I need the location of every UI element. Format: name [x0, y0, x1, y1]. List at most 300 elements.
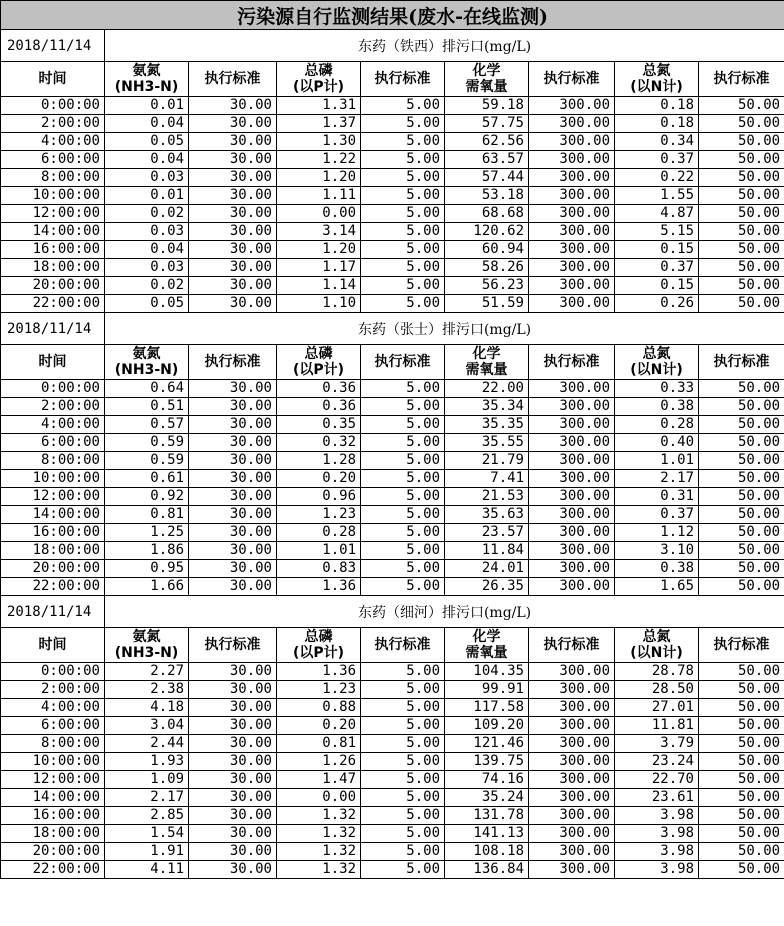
time-cell: 16:00:00	[1, 241, 105, 259]
time-cell: 10:00:00	[1, 753, 105, 771]
value-cell: 0.83	[277, 560, 361, 578]
value-cell: 300.00	[529, 151, 615, 169]
value-cell: 136.84	[445, 861, 529, 879]
table-row	[1, 398, 784, 416]
column-header-row	[1, 345, 784, 380]
value-cell: 0.33	[615, 380, 699, 398]
table-row	[1, 169, 784, 187]
time-cell: 22:00:00	[1, 295, 105, 313]
value-cell: 27.01	[615, 699, 699, 717]
value-cell: 68.68	[445, 205, 529, 223]
table-row	[1, 205, 784, 223]
value-cell: 5.00	[361, 133, 445, 151]
value-cell: 30.00	[189, 398, 277, 416]
value-cell: 0.20	[277, 717, 361, 735]
value-cell: 0.40	[615, 434, 699, 452]
value-cell: 35.55	[445, 434, 529, 452]
value-cell: 5.00	[361, 753, 445, 771]
value-cell: 0.00	[277, 205, 361, 223]
table-row	[1, 416, 784, 434]
value-cell: 28.78	[615, 663, 699, 681]
value-cell: 141.13	[445, 825, 529, 843]
value-cell: 5.00	[361, 277, 445, 295]
time-cell: 2:00:00	[1, 681, 105, 699]
value-cell: 30.00	[189, 187, 277, 205]
value-cell: 35.63	[445, 506, 529, 524]
value-cell: 50.00	[699, 223, 784, 241]
value-cell: 50.00	[699, 735, 784, 753]
value-cell: 1.23	[277, 681, 361, 699]
value-cell: 1.32	[277, 843, 361, 861]
time-cell: 14:00:00	[1, 506, 105, 524]
value-cell: 5.00	[361, 295, 445, 313]
value-cell: 3.04	[105, 717, 189, 735]
value-cell: 1.01	[277, 542, 361, 560]
time-cell: 18:00:00	[1, 825, 105, 843]
value-cell: 30.00	[189, 169, 277, 187]
value-cell: 1.17	[277, 259, 361, 277]
value-cell: 30.00	[189, 452, 277, 470]
value-cell: 1.66	[105, 578, 189, 596]
value-cell: 0.37	[615, 151, 699, 169]
column-header: 执行标准	[361, 345, 445, 380]
value-cell: 30.00	[189, 825, 277, 843]
value-cell: 300.00	[529, 699, 615, 717]
column-header: 执行标准	[189, 628, 277, 663]
value-cell: 5.00	[361, 205, 445, 223]
value-cell: 300.00	[529, 560, 615, 578]
value-cell: 30.00	[189, 133, 277, 151]
value-cell: 0.61	[105, 470, 189, 488]
value-cell: 5.00	[361, 434, 445, 452]
value-cell: 5.00	[361, 560, 445, 578]
value-cell: 300.00	[529, 133, 615, 151]
value-cell: 0.02	[105, 277, 189, 295]
value-cell: 5.00	[361, 825, 445, 843]
value-cell: 1.09	[105, 771, 189, 789]
value-cell: 50.00	[699, 663, 784, 681]
column-header: 执行标准	[699, 345, 784, 380]
value-cell: 5.00	[361, 843, 445, 861]
value-cell: 0.22	[615, 169, 699, 187]
time-cell: 20:00:00	[1, 560, 105, 578]
value-cell: 1.86	[105, 542, 189, 560]
value-cell: 7.41	[445, 470, 529, 488]
column-header: 总氮 (以N计)	[615, 62, 699, 97]
value-cell: 108.18	[445, 843, 529, 861]
value-cell: 131.78	[445, 807, 529, 825]
column-header: 总磷 (以P计)	[277, 628, 361, 663]
value-cell: 0.37	[615, 259, 699, 277]
value-cell: 62.56	[445, 133, 529, 151]
value-cell: 21.53	[445, 488, 529, 506]
value-cell: 1.20	[277, 169, 361, 187]
value-cell: 121.46	[445, 735, 529, 753]
value-cell: 1.28	[277, 452, 361, 470]
column-header: 化学 需氧量	[445, 628, 529, 663]
value-cell: 1.54	[105, 825, 189, 843]
time-cell: 12:00:00	[1, 771, 105, 789]
column-header: 执行标准	[189, 62, 277, 97]
value-cell: 0.15	[615, 241, 699, 259]
value-cell: 0.36	[277, 380, 361, 398]
table-row	[1, 560, 784, 578]
time-cell: 0:00:00	[1, 663, 105, 681]
value-cell: 0.57	[105, 416, 189, 434]
value-cell: 300.00	[529, 753, 615, 771]
value-cell: 300.00	[529, 861, 615, 879]
value-cell: 30.00	[189, 277, 277, 295]
value-cell: 300.00	[529, 506, 615, 524]
value-cell: 50.00	[699, 488, 784, 506]
value-cell: 50.00	[699, 452, 784, 470]
value-cell: 104.35	[445, 663, 529, 681]
column-header: 总氮 (以N计)	[615, 628, 699, 663]
value-cell: 0.31	[615, 488, 699, 506]
value-cell: 0.18	[615, 97, 699, 115]
value-cell: 5.00	[361, 97, 445, 115]
time-cell: 2:00:00	[1, 115, 105, 133]
value-cell: 0.36	[277, 398, 361, 416]
time-cell: 10:00:00	[1, 470, 105, 488]
value-cell: 57.75	[445, 115, 529, 133]
value-cell: 0.95	[105, 560, 189, 578]
column-header: 执行标准	[699, 62, 784, 97]
value-cell: 0.00	[277, 789, 361, 807]
value-cell: 0.28	[277, 524, 361, 542]
table-row	[1, 717, 784, 735]
table-row	[1, 187, 784, 205]
time-cell: 16:00:00	[1, 524, 105, 542]
value-cell: 5.15	[615, 223, 699, 241]
value-cell: 300.00	[529, 807, 615, 825]
value-cell: 57.44	[445, 169, 529, 187]
column-header-row	[1, 628, 784, 663]
time-cell: 6:00:00	[1, 717, 105, 735]
table-row	[1, 277, 784, 295]
table-row	[1, 452, 784, 470]
value-cell: 59.18	[445, 97, 529, 115]
value-cell: 30.00	[189, 735, 277, 753]
value-cell: 300.00	[529, 115, 615, 133]
value-cell: 35.35	[445, 416, 529, 434]
value-cell: 300.00	[529, 717, 615, 735]
time-cell: 8:00:00	[1, 735, 105, 753]
value-cell: 50.00	[699, 789, 784, 807]
value-cell: 5.00	[361, 663, 445, 681]
value-cell: 50.00	[699, 524, 784, 542]
outlet-name: 东药（张士）排污口(mg/L)	[105, 313, 784, 345]
table-row	[1, 524, 784, 542]
value-cell: 0.04	[105, 151, 189, 169]
value-cell: 50.00	[699, 434, 784, 452]
value-cell: 50.00	[699, 843, 784, 861]
value-cell: 300.00	[529, 663, 615, 681]
column-header: 总氮 (以N计)	[615, 345, 699, 380]
value-cell: 300.00	[529, 259, 615, 277]
table-row	[1, 115, 784, 133]
value-cell: 300.00	[529, 789, 615, 807]
value-cell: 300.00	[529, 735, 615, 753]
value-cell: 30.00	[189, 542, 277, 560]
value-cell: 300.00	[529, 380, 615, 398]
table-row	[1, 488, 784, 506]
value-cell: 0.01	[105, 97, 189, 115]
value-cell: 5.00	[361, 861, 445, 879]
value-cell: 58.26	[445, 259, 529, 277]
value-cell: 30.00	[189, 151, 277, 169]
value-cell: 300.00	[529, 578, 615, 596]
value-cell: 50.00	[699, 771, 784, 789]
value-cell: 30.00	[189, 380, 277, 398]
value-cell: 1.31	[277, 97, 361, 115]
value-cell: 300.00	[529, 434, 615, 452]
value-cell: 1.65	[615, 578, 699, 596]
value-cell: 30.00	[189, 681, 277, 699]
value-cell: 5.00	[361, 151, 445, 169]
value-cell: 24.01	[445, 560, 529, 578]
column-header: 氨氮 (NH3-N)	[105, 628, 189, 663]
value-cell: 5.00	[361, 542, 445, 560]
value-cell: 300.00	[529, 223, 615, 241]
value-cell: 35.24	[445, 789, 529, 807]
value-cell: 30.00	[189, 843, 277, 861]
column-header: 执行标准	[361, 628, 445, 663]
value-cell: 50.00	[699, 241, 784, 259]
value-cell: 30.00	[189, 259, 277, 277]
value-cell: 50.00	[699, 470, 784, 488]
value-cell: 50.00	[699, 133, 784, 151]
column-header: 化学 需氧量	[445, 62, 529, 97]
value-cell: 3.98	[615, 807, 699, 825]
value-cell: 4.11	[105, 861, 189, 879]
value-cell: 50.00	[699, 560, 784, 578]
value-cell: 120.62	[445, 223, 529, 241]
value-cell: 1.36	[277, 578, 361, 596]
value-cell: 1.30	[277, 133, 361, 151]
value-cell: 0.15	[615, 277, 699, 295]
value-cell: 1.25	[105, 524, 189, 542]
time-cell: 4:00:00	[1, 416, 105, 434]
value-cell: 30.00	[189, 506, 277, 524]
value-cell: 2.38	[105, 681, 189, 699]
value-cell: 30.00	[189, 771, 277, 789]
column-header: 总磷 (以P计)	[277, 345, 361, 380]
value-cell: 5.00	[361, 699, 445, 717]
value-cell: 50.00	[699, 578, 784, 596]
value-cell: 3.14	[277, 223, 361, 241]
value-cell: 0.26	[615, 295, 699, 313]
time-cell: 12:00:00	[1, 488, 105, 506]
value-cell: 5.00	[361, 470, 445, 488]
table-row	[1, 735, 784, 753]
column-header: 执行标准	[189, 345, 277, 380]
value-cell: 2.85	[105, 807, 189, 825]
value-cell: 50.00	[699, 295, 784, 313]
time-cell: 20:00:00	[1, 277, 105, 295]
value-cell: 50.00	[699, 861, 784, 879]
value-cell: 1.37	[277, 115, 361, 133]
value-cell: 50.00	[699, 169, 784, 187]
value-cell: 1.47	[277, 771, 361, 789]
table-row	[1, 470, 784, 488]
value-cell: 11.81	[615, 717, 699, 735]
table-row	[1, 151, 784, 169]
value-cell: 0.88	[277, 699, 361, 717]
value-cell: 0.35	[277, 416, 361, 434]
time-cell: 22:00:00	[1, 578, 105, 596]
column-header: 时间	[1, 345, 105, 380]
value-cell: 5.00	[361, 416, 445, 434]
time-cell: 4:00:00	[1, 133, 105, 151]
value-cell: 50.00	[699, 753, 784, 771]
value-cell: 300.00	[529, 416, 615, 434]
value-cell: 300.00	[529, 169, 615, 187]
value-cell: 30.00	[189, 97, 277, 115]
value-cell: 50.00	[699, 825, 784, 843]
time-cell: 2:00:00	[1, 398, 105, 416]
value-cell: 5.00	[361, 681, 445, 699]
section-date: 2018/11/14	[1, 30, 105, 62]
value-cell: 0.32	[277, 434, 361, 452]
value-cell: 300.00	[529, 470, 615, 488]
value-cell: 1.55	[615, 187, 699, 205]
value-cell: 5.00	[361, 735, 445, 753]
value-cell: 0.51	[105, 398, 189, 416]
value-cell: 1.26	[277, 753, 361, 771]
table-row	[1, 843, 784, 861]
sheet-title: 污染源自行监测结果(废水-在线监测)	[1, 1, 784, 30]
value-cell: 30.00	[189, 663, 277, 681]
value-cell: 1.10	[277, 295, 361, 313]
column-header: 氨氮 (NH3-N)	[105, 62, 189, 97]
table-row	[1, 434, 784, 452]
value-cell: 109.20	[445, 717, 529, 735]
value-cell: 51.59	[445, 295, 529, 313]
value-cell: 3.10	[615, 542, 699, 560]
value-cell: 5.00	[361, 187, 445, 205]
time-cell: 22:00:00	[1, 861, 105, 879]
table-row	[1, 825, 784, 843]
table-row	[1, 789, 784, 807]
value-cell: 0.64	[105, 380, 189, 398]
value-cell: 1.12	[615, 524, 699, 542]
value-cell: 5.00	[361, 807, 445, 825]
value-cell: 30.00	[189, 524, 277, 542]
value-cell: 50.00	[699, 151, 784, 169]
value-cell: 2.17	[105, 789, 189, 807]
value-cell: 50.00	[699, 681, 784, 699]
value-cell: 50.00	[699, 205, 784, 223]
column-header: 执行标准	[699, 628, 784, 663]
value-cell: 0.03	[105, 223, 189, 241]
time-cell: 18:00:00	[1, 542, 105, 560]
time-cell: 16:00:00	[1, 807, 105, 825]
column-header: 时间	[1, 62, 105, 97]
value-cell: 3.98	[615, 843, 699, 861]
value-cell: 5.00	[361, 115, 445, 133]
value-cell: 50.00	[699, 380, 784, 398]
value-cell: 300.00	[529, 524, 615, 542]
value-cell: 300.00	[529, 97, 615, 115]
time-cell: 8:00:00	[1, 169, 105, 187]
value-cell: 300.00	[529, 843, 615, 861]
value-cell: 1.32	[277, 807, 361, 825]
value-cell: 1.11	[277, 187, 361, 205]
time-cell: 6:00:00	[1, 151, 105, 169]
value-cell: 117.58	[445, 699, 529, 717]
value-cell: 1.20	[277, 241, 361, 259]
value-cell: 1.32	[277, 861, 361, 879]
value-cell: 2.27	[105, 663, 189, 681]
time-cell: 10:00:00	[1, 187, 105, 205]
table-row	[1, 861, 784, 879]
value-cell: 300.00	[529, 681, 615, 699]
table-row	[1, 578, 784, 596]
table-row	[1, 295, 784, 313]
time-cell: 18:00:00	[1, 259, 105, 277]
value-cell: 50.00	[699, 97, 784, 115]
value-cell: 5.00	[361, 578, 445, 596]
value-cell: 30.00	[189, 295, 277, 313]
column-header-row	[1, 62, 784, 97]
value-cell: 22.00	[445, 380, 529, 398]
value-cell: 300.00	[529, 277, 615, 295]
value-cell: 300.00	[529, 295, 615, 313]
table-row	[1, 223, 784, 241]
value-cell: 0.96	[277, 488, 361, 506]
value-cell: 30.00	[189, 470, 277, 488]
value-cell: 30.00	[189, 115, 277, 133]
value-cell: 99.91	[445, 681, 529, 699]
value-cell: 300.00	[529, 771, 615, 789]
value-cell: 0.03	[105, 169, 189, 187]
section-header-row	[1, 313, 784, 345]
value-cell: 0.59	[105, 434, 189, 452]
value-cell: 50.00	[699, 115, 784, 133]
value-cell: 1.14	[277, 277, 361, 295]
table-row	[1, 542, 784, 560]
time-cell: 20:00:00	[1, 843, 105, 861]
value-cell: 50.00	[699, 398, 784, 416]
value-cell: 2.17	[615, 470, 699, 488]
column-header: 执行标准	[361, 62, 445, 97]
value-cell: 74.16	[445, 771, 529, 789]
column-header: 执行标准	[529, 62, 615, 97]
table-row	[1, 380, 784, 398]
value-cell: 0.03	[105, 259, 189, 277]
value-cell: 0.81	[105, 506, 189, 524]
time-cell: 8:00:00	[1, 452, 105, 470]
value-cell: 5.00	[361, 380, 445, 398]
value-cell: 50.00	[699, 542, 784, 560]
value-cell: 30.00	[189, 789, 277, 807]
value-cell: 300.00	[529, 542, 615, 560]
value-cell: 1.01	[615, 452, 699, 470]
value-cell: 1.23	[277, 506, 361, 524]
value-cell: 30.00	[189, 434, 277, 452]
column-header: 氨氮 (NH3-N)	[105, 345, 189, 380]
value-cell: 300.00	[529, 187, 615, 205]
value-cell: 5.00	[361, 506, 445, 524]
table-row	[1, 663, 784, 681]
value-cell: 0.01	[105, 187, 189, 205]
value-cell: 4.87	[615, 205, 699, 223]
value-cell: 0.02	[105, 205, 189, 223]
value-cell: 30.00	[189, 223, 277, 241]
value-cell: 21.79	[445, 452, 529, 470]
time-cell: 0:00:00	[1, 97, 105, 115]
